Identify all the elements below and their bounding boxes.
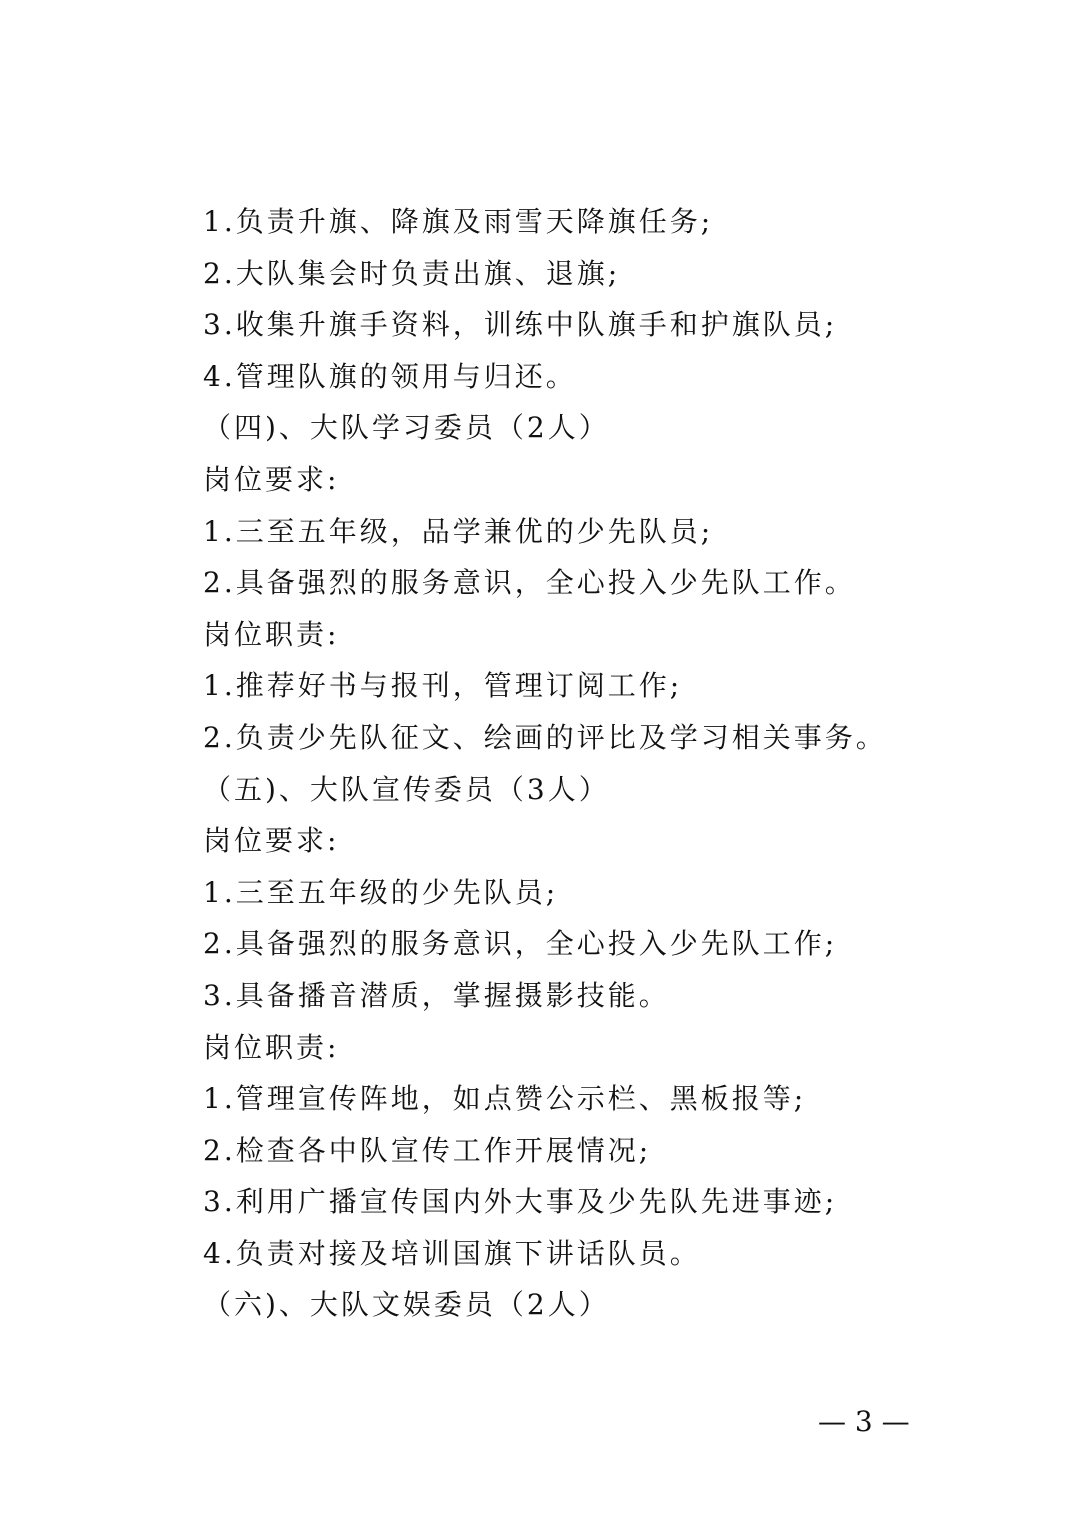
duty-item-4: 4.负责对接及培训国旗下讲话队员。 <box>203 1236 701 1270</box>
requirement-item-2: 2.具备强烈的服务意识，全心投入少先队工作; <box>203 927 838 961</box>
section-heading-entertainment-committee: （六)、大队文娱委员（2人） <box>203 1288 610 1322</box>
duty-item-1: 1.管理宣传阵地，如点赞公示栏、黑板报等; <box>203 1082 807 1116</box>
duties-label: 岗位职责: <box>203 617 340 651</box>
duties-label: 岗位职责: <box>203 1030 340 1064</box>
duty-item-4: 4.管理队旗的领用与归还。 <box>203 359 577 393</box>
section-heading-publicity-committee: （五)、大队宣传委员（3人） <box>203 772 610 806</box>
requirements-label: 岗位要求: <box>203 824 340 858</box>
duty-item-2: 2.检查各中队宣传工作开展情况; <box>203 1133 652 1167</box>
duty-item-1: 1.推荐好书与报刊，管理订阅工作; <box>203 669 683 703</box>
page-number: — 3 — <box>818 1405 910 1438</box>
requirement-item-2: 2.具备强烈的服务意识，全心投入少先队工作。 <box>203 566 856 600</box>
duty-item-2: 2.大队集会时负责出旗、退旗; <box>203 256 621 290</box>
document-body <box>203 196 887 1331</box>
duty-item-3: 3.收集升旗手资料，训练中队旗手和护旗队员; <box>203 308 838 342</box>
duty-item-2: 2.负责少先队征文、绘画的评比及学习相关事务。 <box>203 720 887 754</box>
duty-item-1: 1.负责升旗、降旗及雨雪天降旗任务; <box>203 205 714 238</box>
requirement-item-1: 1.三至五年级，品学兼优的少先队员; <box>203 514 714 548</box>
requirement-item-1: 1.三至五年级的少先队员; <box>203 875 559 909</box>
requirements-label: 岗位要求: <box>203 462 340 496</box>
duty-item-3: 3.利用广播宣传国内外大事及少先队先进事迹; <box>203 1185 838 1219</box>
requirement-item-3: 3.具备播音潜质，掌握摄影技能。 <box>203 978 670 1012</box>
section-heading-study-committee: （四)、大队学习委员（2人） <box>203 411 610 445</box>
